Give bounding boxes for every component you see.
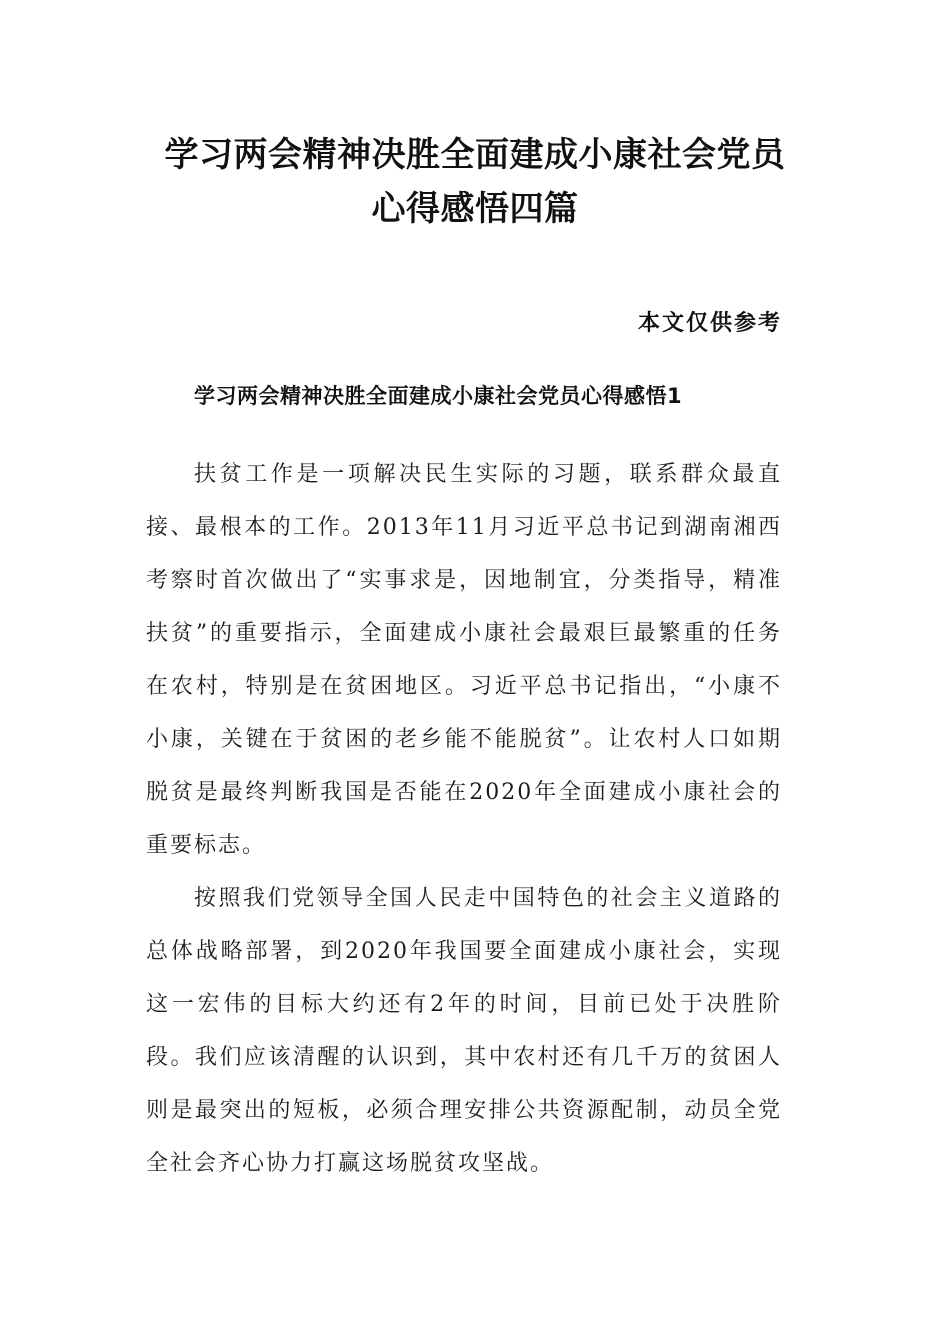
paragraph: 扶贫工作是一项解决民生实际的习题，联系群众最直接、最根本的工作。2013年11月习近平总书记到湖南湘西考察时首次做出了“实事求是，因地制宜，分类指导，精准扶贫”的重要指示，全面建成小康社会最艰巨最繁重的任务在农村，特别是在贫困地区。习近平总书记指出，“小康不小康，关键在于贫困的老乡能不能脱贫”。让农村人口如期脱贫是最终判断我国是否能在2020年全面建成小康社会的重要标志。 [146, 462, 782, 858]
section-heading: 学习两会精神决胜全面建成小康社会党员心得感悟1 [194, 384, 683, 408]
paragraph: 按照我们党领导全国人民走中国特色的社会主义道路的总体战略部署，到2020年我国要全面建成小康社会，实现这一宏伟的目标大约还有2年的时间，目前已处于决胜阶段。我们应该清醒的认识到，其中农村还有几千万的贫困人则是最突出的短板，必须合理安排公共资源配制，动员全党全社会齐心协力打赢这场脱贫攻坚战。 [146, 886, 782, 1176]
document-body [146, 448, 782, 1190]
document-title [120, 128, 830, 236]
reference-note: 本文仅供参考 [637, 311, 782, 336]
title-line-2: 心得感悟四篇 [371, 189, 579, 229]
title-line-1: 学习两会精神决胜全面建成小康社会党员 [164, 135, 786, 175]
